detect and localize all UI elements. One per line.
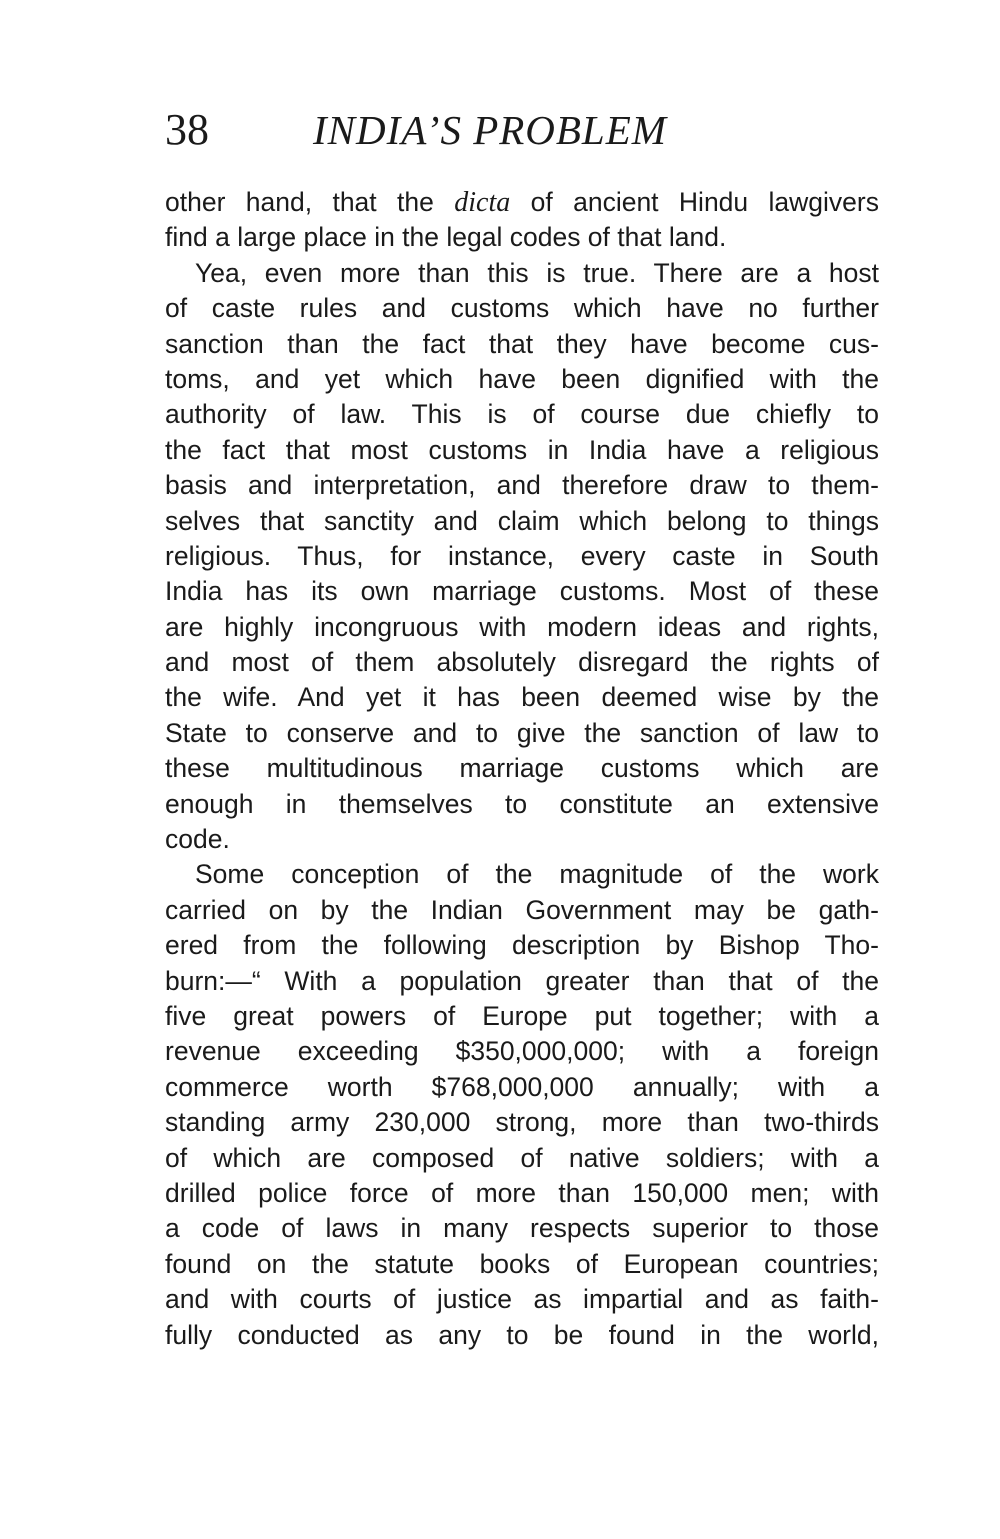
text-line: the fact that most customs in India have a religious <box>165 434 879 465</box>
italic-term: dicta <box>454 187 511 218</box>
text-line: burn:—“ With a population greater than that of the <box>165 965 879 996</box>
text-line: Yea, even more than this is true. There are a host <box>195 257 879 288</box>
text-line: enough in themselves to constitute an extensive <box>165 788 879 819</box>
text-line: carried on by the Indian Government may be gath- <box>165 894 879 925</box>
text-line: and most of them absolutely disregard the rights of <box>165 647 879 678</box>
text-line: selves that sanctity and claim which belong to things <box>165 505 879 536</box>
running-title: INDIA’S PROBLEM <box>313 107 667 153</box>
text-line: these multitudinous marriage customs which are <box>165 753 879 784</box>
text-line <box>165 185 879 220</box>
body-text <box>165 185 879 1353</box>
page-number: 38 <box>165 105 209 154</box>
text-line: sanction than the fact that they have become cus- <box>165 328 879 359</box>
text-line: the wife. And yet it has been deemed wise by the <box>165 682 879 713</box>
text-line: a code of laws in many respects superior to those <box>165 1213 879 1244</box>
text-line: basis and interpretation, and therefore draw to them- <box>165 470 879 501</box>
text-line: religious. Thus, for instance, every caste in South <box>165 540 879 571</box>
paragraph <box>165 256 879 858</box>
text-fragment: of ancient Hindu lawgivers <box>510 187 879 217</box>
text-line: commerce worth $768,000,000 annually; with a <box>165 1071 879 1102</box>
running-head <box>165 104 885 164</box>
text-line: of which are composed of native soldiers; with a <box>165 1142 879 1173</box>
text-line: drilled police force of more than 150,000 men; with <box>165 1177 879 1208</box>
text-line: found on the statute books of European countries; <box>165 1248 879 1279</box>
text-line: of caste rules and customs which have no further <box>165 293 879 324</box>
paragraph <box>165 185 879 256</box>
text-line: State to conserve and to give the sanction of law to <box>165 717 879 748</box>
text-line: revenue exceeding $350,000,000; with a foreign <box>165 1036 879 1067</box>
text-line: standing army 230,000 strong, more than two-thirds <box>165 1107 879 1138</box>
text-line: find a large place in the legal codes of that land. <box>165 222 727 253</box>
text-line: are highly incongruous with modern ideas and rights, <box>165 611 879 642</box>
paragraph <box>165 857 879 1352</box>
text-fragment: other hand, that the <box>165 187 455 217</box>
text-line: fully conducted as any to be found in the world, <box>165 1319 879 1350</box>
text-line: and with courts of justice as impartial and as faith- <box>165 1284 879 1315</box>
text-line: code. <box>165 824 230 855</box>
text-line: ered from the following description by Bishop Tho- <box>165 930 879 961</box>
text-line: India has its own marriage customs. Most of these <box>165 576 879 607</box>
text-line: Some conception of the magnitude of the work <box>195 859 879 890</box>
text-line: five great powers of Europe put together; with a <box>165 1000 879 1031</box>
text-line: toms, and yet which have been dignified with the <box>165 363 879 394</box>
text-line: authority of law. This is of course due chiefly to <box>165 399 879 430</box>
